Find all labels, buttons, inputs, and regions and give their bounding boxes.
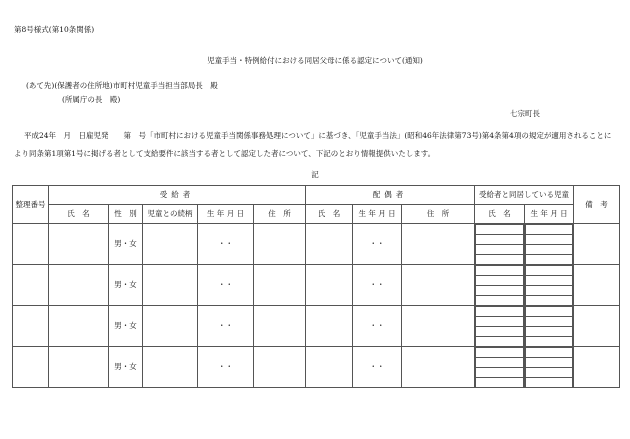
remarks-cell[interactable] [574, 306, 620, 347]
remarks-cell[interactable] [574, 265, 620, 306]
notification-table [12, 185, 620, 388]
spouse-dob-cell[interactable]: ・・ [353, 224, 402, 265]
spouse-address-header: 住 所 [402, 205, 475, 224]
spouse-dob-cell[interactable]: ・・ [353, 306, 402, 347]
cohabiting-children-header: 受給者と同居している児童 [475, 186, 574, 205]
recipient-dob-cell[interactable]: ・・ [198, 306, 254, 347]
child-name-cell[interactable] [475, 347, 525, 388]
gender-cell[interactable]: 男・女 [109, 224, 143, 265]
relation-cell[interactable] [143, 347, 198, 388]
table-row [13, 347, 620, 388]
spouse-dob-cell[interactable]: ・・ [353, 347, 402, 388]
remarks-header: 備 考 [574, 186, 620, 224]
serial-number-cell[interactable] [13, 347, 49, 388]
spouse-dob-header: 生 年 月 日 [353, 205, 402, 224]
child-name-header: 氏 名 [475, 205, 525, 224]
child-name-cell[interactable] [475, 224, 525, 265]
recipient-header: 受給者 [49, 186, 306, 205]
recipient-dob-cell[interactable]: ・・ [198, 224, 254, 265]
recipient-dob-header: 生 年 月 日 [198, 205, 254, 224]
serial-number-cell[interactable] [13, 265, 49, 306]
remarks-cell[interactable] [574, 224, 620, 265]
ki-heading: 記 [311, 170, 319, 179]
recipient-name-cell[interactable] [49, 306, 109, 347]
recipient-address-cell[interactable] [254, 347, 306, 388]
spouse-address-cell[interactable] [402, 265, 475, 306]
form-number: 第8号様式(第10条関係) [14, 25, 95, 34]
remarks-cell[interactable] [574, 347, 620, 388]
child-dob-cell[interactable] [525, 265, 574, 306]
gender-cell[interactable]: 男・女 [109, 265, 143, 306]
recipient-address-cell[interactable] [254, 265, 306, 306]
child-name-cell[interactable] [475, 306, 525, 347]
relation-cell[interactable] [143, 306, 198, 347]
recipient-gender-header: 性 別 [109, 205, 143, 224]
relation-cell[interactable] [143, 265, 198, 306]
recipient-address-header: 住 所 [254, 205, 306, 224]
child-dob-header: 生 年 月 日 [525, 205, 574, 224]
document-title: 児童手当・特例給付における同居父母に係る認定について(通知) [207, 56, 423, 65]
gender-cell[interactable]: 男・女 [109, 347, 143, 388]
spouse-name-cell[interactable] [306, 224, 353, 265]
addressee-line-2: (所属庁の長 殿) [62, 95, 121, 104]
issuer-name: 七宗町長 [510, 109, 540, 118]
recipient-relation-header: 児童との続柄 [143, 205, 198, 224]
recipient-address-cell[interactable] [254, 224, 306, 265]
table-row [13, 265, 620, 306]
recipient-name-header: 氏 名 [49, 205, 109, 224]
table-row [13, 224, 620, 265]
child-dob-cell[interactable] [525, 224, 574, 265]
serial-number-cell[interactable] [13, 306, 49, 347]
body-paragraph: 平成24年 月 日雇児発 第 号「市町村における児童手当関係事務処理について」に基づき、「児童手当法」(昭和46年法律第73号)第4条第4項の規定が適用されることにより同条第1項第1号に掲げる者として支給要件に該当する者として認定した者について、下記のとおり情報提供いたします。 [14, 131, 612, 158]
table-row [13, 306, 620, 347]
spouse-address-cell[interactable] [402, 224, 475, 265]
serial-number-header: 整理番号 [13, 186, 49, 224]
recipient-name-cell[interactable] [49, 224, 109, 265]
recipient-dob-cell[interactable]: ・・ [198, 265, 254, 306]
spouse-name-header: 氏 名 [306, 205, 353, 224]
spouse-address-cell[interactable] [402, 347, 475, 388]
spouse-dob-cell[interactable]: ・・ [353, 265, 402, 306]
recipient-address-cell[interactable] [254, 306, 306, 347]
serial-number-cell[interactable] [13, 224, 49, 265]
spouse-name-cell[interactable] [306, 347, 353, 388]
spouse-name-cell[interactable] [306, 265, 353, 306]
child-dob-cell[interactable] [525, 306, 574, 347]
relation-cell[interactable] [143, 224, 198, 265]
recipient-name-cell[interactable] [49, 347, 109, 388]
child-name-cell[interactable] [475, 265, 525, 306]
gender-cell[interactable]: 男・女 [109, 306, 143, 347]
recipient-name-cell[interactable] [49, 265, 109, 306]
recipient-dob-cell[interactable]: ・・ [198, 347, 254, 388]
addressee-line-1: (あて先)(保護者の住所地)市町村児童手当担当部局長 殿 [26, 81, 218, 90]
spouse-address-cell[interactable] [402, 306, 475, 347]
spouse-header: 配偶者 [306, 186, 475, 205]
child-dob-cell[interactable] [525, 347, 574, 388]
spouse-name-cell[interactable] [306, 306, 353, 347]
